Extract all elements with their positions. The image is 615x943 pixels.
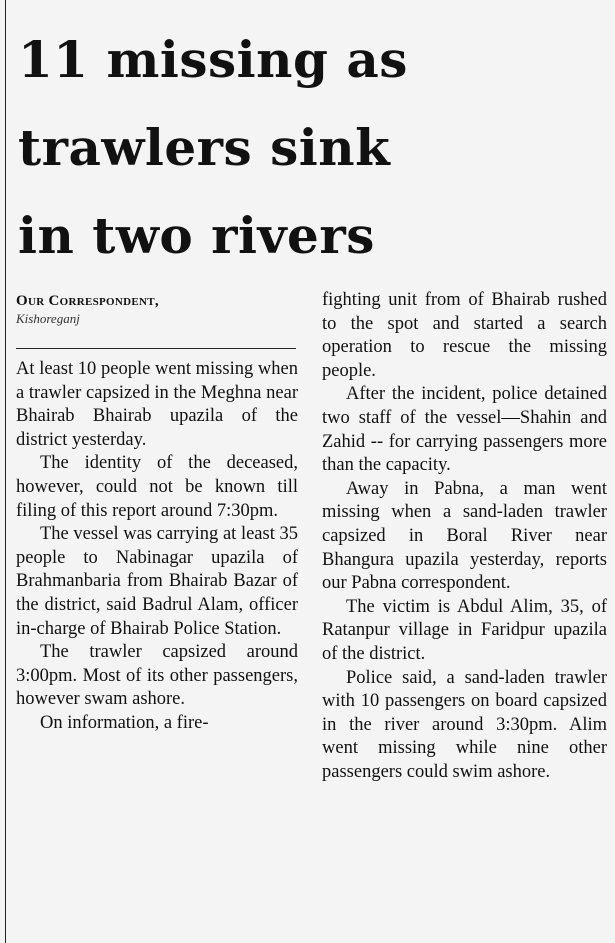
paragraph: After the incident, police detained two staff of the vessel—Shahin and Zahid -- for carrying passengers more than the capacity. xyxy=(322,384,607,476)
article-column-right xyxy=(322,289,607,784)
byline-rule xyxy=(16,348,296,349)
paragraph: On information, a fire- xyxy=(40,712,209,733)
byline-place: Kishoreganj xyxy=(16,311,80,326)
paragraph: The vessel was carrying at least 35 people to Nabinagar upazila of Brahmanbaria from Bhairab Bazar of the district, said Badrul Alam, officer in-charge of Bhairab Police Station. xyxy=(16,524,298,639)
paragraph: At least 10 people went missing when a trawler capsized in the Meghna near Bhairab Bhairab upazila of the district yesterday. xyxy=(16,359,298,450)
paragraph: Police said, a sand-laden trawler with 10 passengers on board capsized in the river around 3:30pm. Alim went missing while nine other passengers could swim ashore. xyxy=(322,667,607,782)
article-column-left xyxy=(16,358,298,736)
paragraph: fighting unit from of Bhairab rushed to the spot and started a search operation to rescue the missing people. xyxy=(322,290,607,381)
headline xyxy=(18,16,608,280)
column-rule xyxy=(5,0,6,943)
paragraph: The identity of the deceased, however, could not be known till filing of this report around 7:30pm. xyxy=(16,453,298,521)
paragraph: The victim is Abdul Alim, 35, of Ratanpur village in Faridpur upazila of the district. xyxy=(322,596,607,664)
paragraph: Away in Pabna, a man went missing when a sand-laden trawler capsized in Boral River near Bhangura upazila yesterday, reports our Pabna correspondent. xyxy=(322,478,607,594)
byline xyxy=(16,292,296,326)
headline-line: in two rivers xyxy=(18,206,375,265)
byline-name: Our Correspondent, xyxy=(16,293,159,309)
paragraph: The trawler capsized around 3:00pm. Most of its other passengers, however swam ashore. xyxy=(16,642,298,710)
headline-line: trawlers sink xyxy=(18,118,391,177)
headline-line: 11 missing as xyxy=(18,30,408,89)
